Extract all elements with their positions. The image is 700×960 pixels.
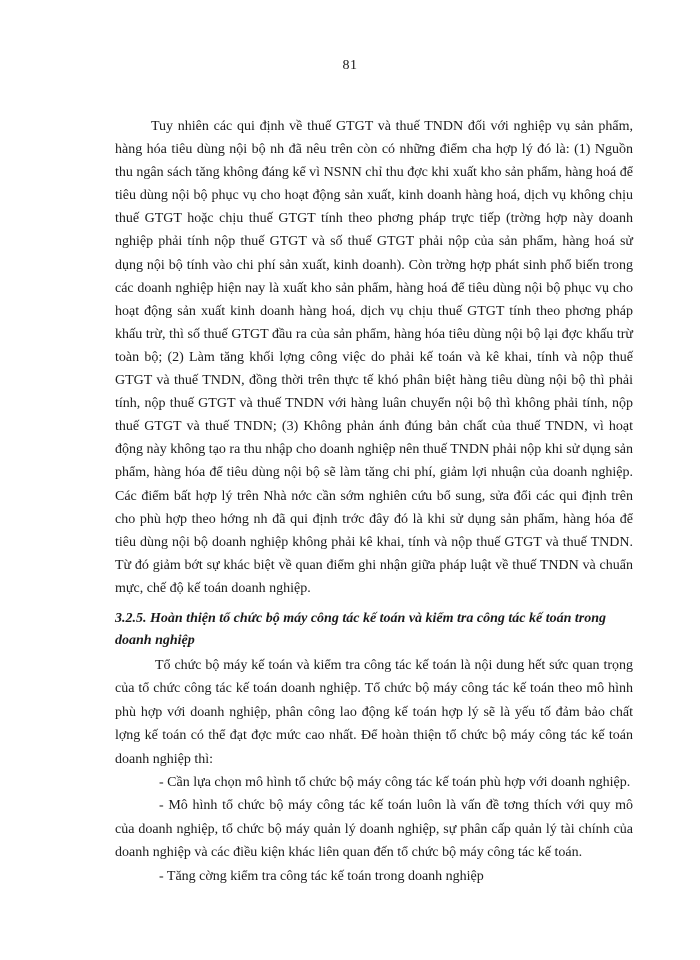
page-number: 81 bbox=[342, 58, 358, 73]
bullet-item-2: - Mô hình tổ chức bộ máy công tác kế toán luôn là vấn đề tơng thích với quy mô của doanh nghiệp, tổ chức bộ máy quản lý doanh nghiệp, sự phân cấp quản lý tài chính của doanh nghiệp và các điều kiện khác liên quan đến tổ chức bộ máy công tác kế toán. bbox=[115, 798, 633, 861]
section-heading-3-2-5: 3.2.5. Hoàn thiện tổ chức bộ máy công tác kế toán và kiểm tra công tác kế toán trong doanh nghiệp bbox=[115, 610, 606, 648]
paragraph-accounting-organization: Tổ chức bộ máy kế toán và kiểm tra công tác kế toán là nội dung hết sức quan trọng của tổ chức công tác kế toán doanh nghiệp. Tổ chức bộ máy công tác kế toán theo mô hình phù hợp với doanh nghiệp, phân công lao động kế toán hợp lý sẽ là yếu tố đảm bảo chất lợng kế toán có thể đạt đợc mức cao nhất. Để hoàn thiện tổ chức bộ máy công tác kế toán doanh nghiệp thì: bbox=[115, 657, 633, 767]
paragraph-tax-regulations: Tuy nhiên các qui định về thuế GTGT và thuế TNDN đối với nghiệp vụ sản phẩm, hàng hóa tiêu dùng nội bộ nh đã nêu trên còn có những điểm cha hợp lý đó là: (1) Nguồn thu ngân sách tăng không đáng kể vì NSNN chỉ thu đợc khi xuất kho sản phẩm, hàng hoá để tiêu dùng nội bộ phục vụ cho hoạt động sản xuất, kinh doanh hàng hoá, dịch vụ không chịu thuế GTGT hoặc chịu thuế GTGT tính theo phơng pháp trực tiếp (trờng hợp này doanh nghiệp phải tính nộp thuế GTGT và số thuế GTGT phải nộp của sản phẩm, hàng hoá sử dụng nội bộ tính vào chi phí sản xuất, kinh doanh). Còn trờng hợp phát sinh phổ biến trong các doanh nghiệp hiện nay là xuất kho sản phẩm, hàng hoá để tiêu dùng nội bộ phục vụ cho hoạt động sản xuất kinh doanh hàng hoá, dịch vụ chịu thuế GTGT tính theo phơng pháp khấu trừ, thì số thuế GTGT đầu ra của sản phẩm, hàng hóa tiêu dùng nội bộ lại đợc khấu trừ toàn bộ; (2) Làm tăng khối lợng công việc do phải kế toán và kê khai, tính và nộp thuế GTGT và thuế TNDN, đồng thời trên thực tế khó phân biệt hàng tiêu dùng nội bộ thì phải tính, nộp thuế GTGT và thuế TNDN với hàng luân chuyển nội bộ thì không phải tính, nộp thuế GTGT và thuế TNDN; (3) Không phản ánh đúng bản chất của thuế TNDN, vì hoạt động này không tạo ra thu nhập cho doanh nghiệp nên thuế TNDN phải nộp khi sử dụng sản phẩm, hàng hóa để tiêu dùng nội bộ sẽ làm tăng chi phí, giảm lợi nhuận của doanh nghiệp. Các điểm bất hợp lý trên Nhà nớc cần sớm nghiên cứu bổ sung, sửa đổi các qui định trên cho phù hợp theo hớng nh đã qui định trớc đây đó là khi sử dụng sản phẩm, hàng hóa để tiêu dùng nội bộ doanh nghiệp không phải kê khai, tính và nộp thuế GTGT và thuế TNDN. Từ đó giảm bớt sự khác biệt về quan điểm ghi nhận giữa pháp luật về thuế TNDN và chuẩn mực, chế độ kế toán doanh nghiệp. bbox=[115, 119, 633, 596]
bullet-item-3: - Tăng cờng kiểm tra công tác kế toán trong doanh nghiệp bbox=[159, 868, 484, 884]
document-body bbox=[115, 115, 633, 888]
bullet-item-1: - Cần lựa chọn mô hình tổ chức bộ máy công tác kế toán phù hợp với doanh nghiệp. bbox=[159, 775, 631, 790]
